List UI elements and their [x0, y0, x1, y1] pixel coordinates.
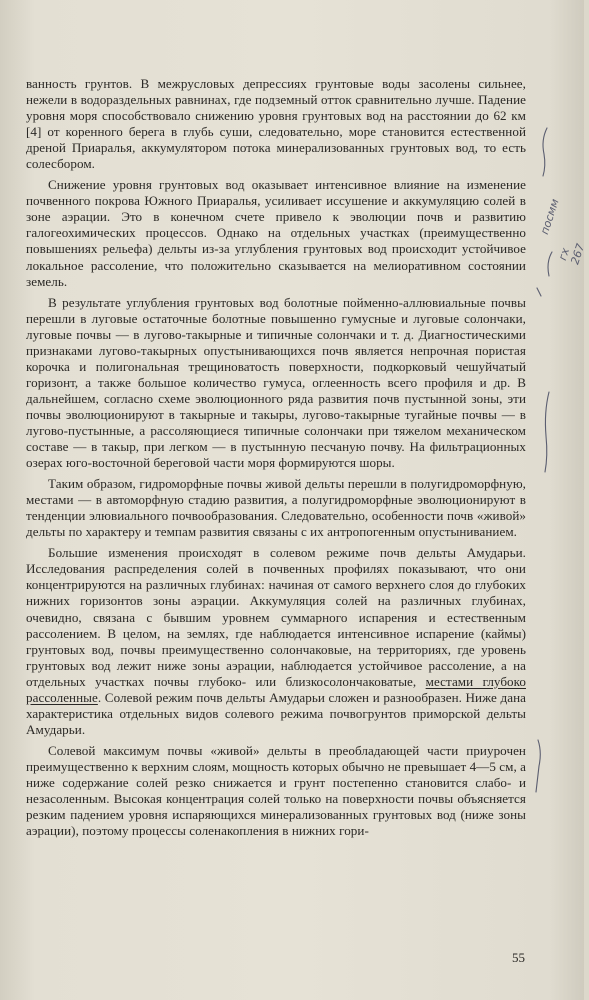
paragraph-text: Большие изменения происходят в солевом режиме почв дельты Амударьи. Исследования распределения солей в почвенных профилях показывают, что они концентрируются на различных глубинах: начиная от самого верхнего слоя до глубоких нижних горизонтов зоны аэрации. Аккумуляция солей на различных глубинах, очевидно, связана с бывшим уровнем суммарного испарения и естественным рассолением. В целом, на землях, где наблюдается интенсивное испарение (каймы) грунтовых вод, почвы преимущественно солончаковые, на территориях, где уровень грунтовых вод лежит ниже зоны аэрации, наблюдается устойчивое рассоление, а на отдельных участках почвы глубоко- или близкосолончаковатые, — [26, 545, 526, 689]
page-number: 55 — [512, 950, 525, 965]
margin-tick-5 — [537, 288, 541, 296]
margin-bracket-3 — [545, 392, 549, 472]
paragraph — [26, 743, 526, 839]
margin-bracket-1 — [543, 128, 547, 176]
paragraph — [26, 295, 526, 472]
page-body-text — [26, 76, 526, 844]
paragraph-text: Таким образом, гидроморфные почвы живой дельты перешли в полугидроморфную, местами — в автоморфную стадию развития, а полугидроморфные эволюционируют в тенденции элювиального почвообразования. Следовательно, особенности почв «живой» дельты по характеру и темпам развития связаны с их антропогенным опустыниванием. — [26, 476, 526, 540]
margin-mark-4 — [536, 740, 540, 792]
paragraph-text: . Солевой режим почв дельты Амударьи сложен и разнообразен. Ниже дана характеристика отдельных видов солевого режима почвогрунтов приморской дельты Амударьи. — [26, 689, 526, 737]
margin-bracket-2 — [548, 252, 552, 276]
paragraph-text: Снижение уровня грунтовых вод оказывает интенсивное влияние на изменение почвенного покрова Южного Приаралья, усиливает иссушение и аккумуляцию солей в зоне аэрации. Это в конечном счете привело к эволюции почв и развитию галогеохимических процессов. Однако на отдельных участках (преимущественно повышениях рельефа) дельты из-за углубления грунтовых вод происходит устойчивое локальное рассоление, что положительно сказывается на мелиоративном состоянии земель. — [26, 177, 526, 289]
paragraph — [26, 76, 526, 172]
paragraph-text: ванность грунтов. В межрусловых депрессиях грунтовые воды засолены сильнее, нежели в водораздельных равнинах, где подземный отток сравнительно лучше. Падение уровня моря способствовало снижению уровня грунтовых вод на расстоянии до 62 км [4] от коренного берега в глубь суши, следовательно, море становится естественной дреной Приаралья, аккумулятором потока минерализованных грунтовых вод, то есть солесбором. — [26, 76, 526, 172]
paragraph-text: Солевой максимум почвы «живой» дельты в преобладающей части приурочен преимущественно к верхним слоям, мощность которых обычно не превышает 4—5 см, а ниже содержание солей резко снижается и грунт постепенно становится слабо- и незасоленным. Высокая концентрация солей только на поверхности почвы объясняется резким падением уровня испаряющихся минерализованных грунтовых вод (ниже зоны аэрации), поэтому процессы соленакопления в нижних гори- — [26, 742, 526, 839]
paragraph — [26, 545, 526, 738]
underlined-phrase: местами глубоко рассоленные — [26, 673, 526, 705]
paragraph — [26, 476, 526, 540]
margin-handwritten-note-2: гх 267 — [556, 242, 588, 267]
paragraph — [26, 177, 526, 289]
margin-handwritten-note-1: посмм — [538, 197, 562, 237]
paragraph-text: В результате углубления грунтовых вод болотные пойменно-аллювиальные почвы перешли в луговые остаточные болотные повышенно гумусные и луговые солончаки, луговые почвы — в лугово-такырные и типичные солончаки и т. д. Диагностическими признаками лугово-такырных опустынивающихся почв является непрочная пористая корочка и полигональная трещиноватость поверхности, подкорковый чешуйчатый горизонт, а также большое количество гумуса, оглеенность всего профиля и др. В дальнейшем, согласно схеме эволюционного ряда развития почв пустынной зоны, эти почвы эволюционируют в такырные и такыры, лугово-такырные тугайные почвы — в лугово-пустынные, а рассоляющиеся типичные солончаки при тяжелом механическом составе — в такыр, при легком — в пустынную песчаную почву. На фильтрационных озерах юго-восточной береговой части моря формируются шоры. — [26, 294, 526, 471]
